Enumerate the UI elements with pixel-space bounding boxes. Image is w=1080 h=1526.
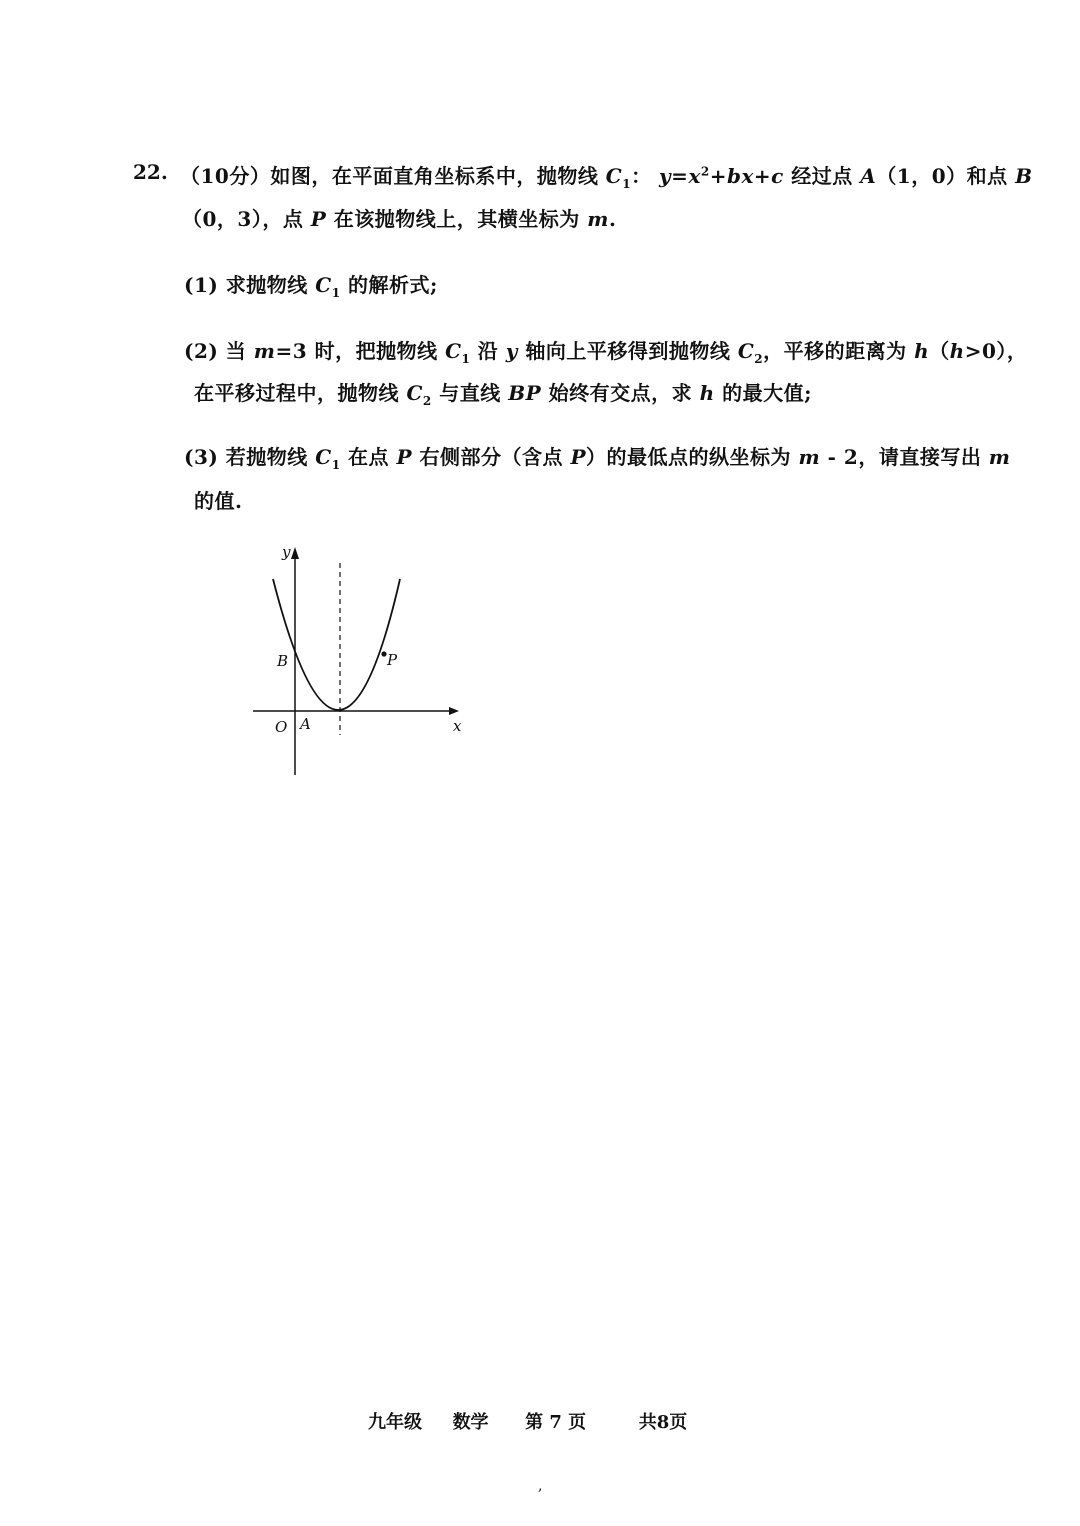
page-footer bbox=[368, 1408, 687, 1434]
origin-label: O bbox=[275, 718, 288, 736]
footer-grade: 九年级 bbox=[368, 1412, 422, 1433]
stray-mark: , bbox=[538, 1478, 543, 1494]
question-part-2-line-2: 在平移过程中，抛物线 $C_2$ 与直线 BP 始终有交点，求 h 的最大值; bbox=[194, 381, 812, 408]
y-axis-label: y bbox=[282, 543, 291, 561]
parabola-curve bbox=[273, 579, 400, 710]
point-a-label: A bbox=[300, 715, 311, 733]
y-axis-arrow bbox=[291, 547, 299, 559]
question-part-3-line-2: 的值. bbox=[194, 489, 243, 513]
question-stem-line-1: （10分）如图，在平面直角坐标系中，抛物线 $C_1$： $y=x^2+bx+c$ 经过点 A（1，0）和点 B bbox=[180, 164, 1033, 191]
parabola-figure bbox=[245, 535, 475, 785]
point-p-dot bbox=[381, 651, 386, 656]
question-part-2-line-1: (2) 当 m=3 时，把抛物线 $C_1$ 沿 y 轴向上平移得到抛物线 $C_2$，平移的距离为 h（h>0）， bbox=[184, 339, 1028, 366]
question-part-1: (1) 求抛物线 $C_1$ 的解析式; bbox=[184, 273, 438, 300]
x-axis-label: x bbox=[453, 717, 462, 735]
point-p-label: P bbox=[387, 651, 398, 669]
point-b-label: B bbox=[277, 652, 289, 670]
question-number: 22. bbox=[133, 160, 168, 184]
question-part-3-line-1: (3) 若抛物线 $C_1$ 在点 P 右侧部分（含点 P）的最低点的纵坐标为 m - 2，请直接写出 m bbox=[184, 445, 1011, 472]
footer-page-number: 第 7 页 bbox=[525, 1412, 587, 1433]
footer-subject: 数学 bbox=[452, 1412, 489, 1433]
question-stem-line-2: （0，3），点 P 在该抛物线上，其横坐标为 m. bbox=[182, 207, 617, 231]
footer-total-pages: 共8页 bbox=[638, 1412, 688, 1433]
x-axis-arrow bbox=[449, 707, 459, 715]
